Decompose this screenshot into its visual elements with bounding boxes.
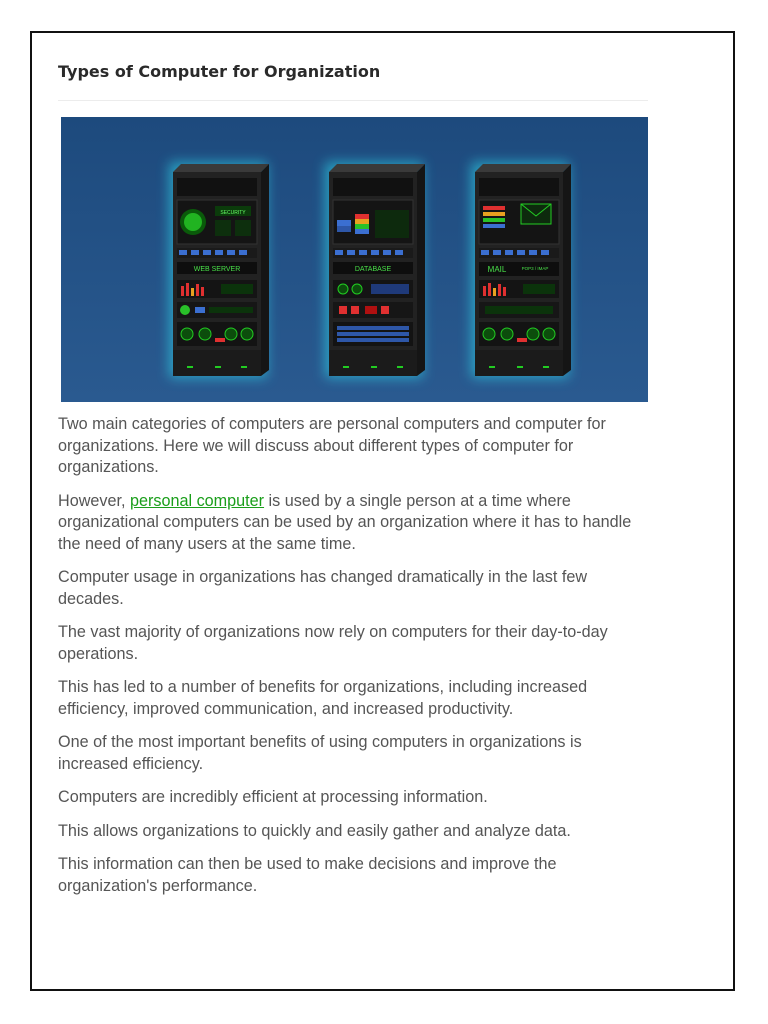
rack-3-label: MAIL [487,265,507,274]
paragraph: Computers are incredibly efficient at processing information. [58,788,488,806]
paragraph: This information can then be used to make decisions and improve the organization's performance. [58,855,557,895]
paragraph [58,491,648,556]
database-rack [325,162,425,378]
article-title: Types of Computer for Organization [58,62,381,81]
rack-2-label: DATABASE [354,266,392,273]
web-server-rack [169,162,269,378]
paragraph-text: However, [58,491,130,510]
rack-1-top-label: SECURITY [220,210,246,216]
paragraph-text: is used by a single person at a time where organizational computers can be used by an organization where it has to handle the need of many users at the same time. [58,491,632,553]
article [58,60,648,909]
paragraph: This has led to a number of benefits for organizations, including increased efficiency, improved communication, and increased productivity. [58,678,588,718]
article-body [58,414,648,897]
server-racks-image [61,117,648,402]
title-divider [58,100,648,101]
mail-server-rack [471,162,571,378]
paragraph: This allows organizations to quickly and easily gather and analyze data. [58,821,571,840]
paragraph: Computer usage in organizations has changed dramatically in the last few decades. [58,568,588,608]
paragraph: One of the most important benefits of using computers in organizations is increased efficiency. [58,733,582,773]
rack-3-protocol-label: POP3 / IMAP [521,266,549,271]
paragraph: The vast majority of organizations now rely on computers for their day-to-day operations. [58,623,608,663]
rack-1-label: WEB SERVER [193,266,241,273]
paragraph: Two main categories of computers are personal computers and computer for organizations. Here we will discuss about different types of computer for organizations. [58,415,606,476]
personal-computer-link[interactable]: personal computer [129,491,265,510]
